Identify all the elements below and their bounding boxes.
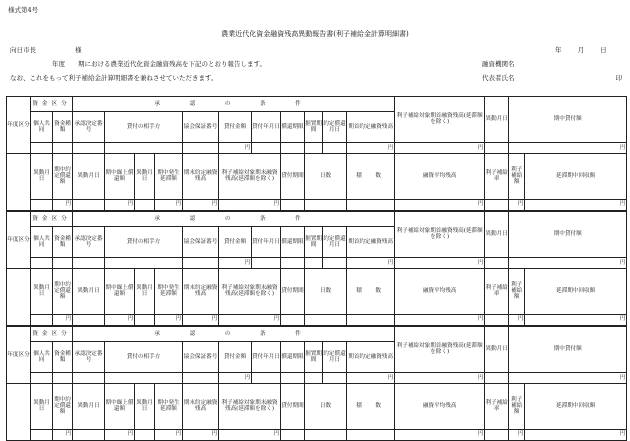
change-date-header-2: 異動月日: [31, 153, 53, 199]
change-date-cell[interactable]: [485, 257, 509, 268]
average-balance-cell[interactable]: 円: [395, 429, 485, 440]
scheduled-repayment-month-header: 約定償還月日: [323, 227, 347, 258]
days-cell[interactable]: [305, 199, 347, 210]
days-header: 日数: [305, 383, 347, 429]
approval-decision-no-header: 承認決定番号: [73, 227, 105, 258]
loans-in-period-cell[interactable]: 円: [509, 142, 627, 153]
average-balance-cell[interactable]: 円: [395, 314, 485, 325]
document-title: 農業近代化資金融資残高異動報告書(利子補給金計算明細書): [221, 30, 409, 38]
loan-amount-cell[interactable]: 円: [219, 372, 252, 383]
subsidy-target-end-balance-cell[interactable]: 円: [219, 429, 281, 440]
fiscal-year-period-cell[interactable]: [7, 268, 31, 325]
product-header: 積 数: [347, 383, 395, 429]
change-date-header-2: 異動月日: [31, 268, 53, 314]
fund-type-cell[interactable]: [53, 142, 73, 153]
days-cell[interactable]: [305, 429, 347, 440]
change-date-cell-3[interactable]: [73, 199, 105, 210]
end-scheduled-balance-header: 期末約定融資残高: [183, 153, 219, 199]
report-table: [6, 326, 627, 441]
guarantee-no-header: 協会保証番号: [183, 112, 219, 143]
start-scheduled-balance-cell[interactable]: 円: [347, 257, 395, 268]
change-date-cell-2[interactable]: [31, 199, 53, 210]
subsidy-rate-cell[interactable]: [485, 199, 509, 210]
loan-amount-header: 貸付金額: [219, 112, 252, 143]
subsidy-amount-header: 利子補給額: [509, 383, 525, 429]
individual-joint-cell[interactable]: [31, 257, 53, 268]
seal-mark: 印: [615, 74, 622, 82]
loan-counterparty-header: 貸付の相手方: [105, 342, 183, 373]
early-repayment-in-period-header: 期中繰上償還額: [105, 153, 135, 199]
loan-period-header: 貸付期間: [281, 383, 305, 429]
individual-joint-header: 個人共同: [31, 342, 53, 373]
fiscal-year-period-cell[interactable]: [7, 153, 31, 210]
change-date-header-2: 異動月日: [31, 383, 53, 429]
end-scheduled-balance-cell[interactable]: 円: [183, 314, 219, 325]
subsidy-rate-header: 利子補給率: [485, 383, 509, 429]
report-block-3: [6, 326, 626, 438]
loan-date-header: 貸付年月日: [252, 227, 281, 258]
scheduled-repayment-month-cell[interactable]: [323, 142, 347, 153]
subsidy-target-start-balance-header: 利子補給対象期首融資残高(延滞額を除く): [395, 327, 485, 373]
subsidy-rate-cell[interactable]: [485, 314, 509, 325]
subsidy-amount-cell[interactable]: 円: [509, 199, 525, 210]
loan-period-header: 貸付期間: [281, 153, 305, 199]
report-block-2: [6, 211, 626, 323]
product-header: 積 数: [347, 268, 395, 314]
delinquency-in-period-cell[interactable]: 円: [155, 314, 183, 325]
repayment-period-cell[interactable]: [281, 372, 305, 383]
change-date-cell-2[interactable]: [31, 314, 53, 325]
start-scheduled-balance-header: 期首約定融資残高: [347, 342, 395, 373]
start-scheduled-balance-cell[interactable]: 円: [347, 142, 395, 153]
subsidy-target-end-balance-header: 利子補給対象期末融資残高(延滞額を除く): [219, 153, 281, 199]
days-cell[interactable]: [305, 314, 347, 325]
approval-conditions-header: 承 認 の 条 件: [73, 212, 395, 227]
loans-in-period-header: 期中貸付額: [509, 327, 627, 373]
scheduled-repayment-in-period-cell[interactable]: 円: [53, 314, 73, 325]
loan-period-cell[interactable]: [281, 199, 305, 210]
grace-period-cell[interactable]: [305, 142, 323, 153]
end-scheduled-balance-header: 期末約定融資残高: [183, 268, 219, 314]
guarantee-no-header: 協会保証番号: [183, 342, 219, 373]
average-balance-cell[interactable]: 円: [395, 199, 485, 210]
change-date-header-3: 異動月日: [73, 268, 105, 314]
fiscal-year-period-header: 年度区分: [7, 97, 31, 154]
report-block-1: [6, 96, 626, 208]
scheduled-repayment-in-period-header: 期中約定償還額: [53, 383, 73, 429]
guarantee-no-cell[interactable]: [183, 257, 219, 268]
repayment-period-cell[interactable]: [281, 142, 305, 153]
scheduled-repayment-month-header: 約定償還月日: [323, 112, 347, 143]
report-table: [6, 211, 627, 326]
scheduled-repayment-month-cell[interactable]: [323, 257, 347, 268]
loan-counterparty-header: 貸付の相手方: [105, 112, 183, 143]
approval-decision-no-cell[interactable]: [73, 257, 105, 268]
addressee: 向日市長 様: [10, 46, 82, 54]
delinquency-in-period-header: 期中発生延滞額: [155, 153, 183, 199]
average-balance-header: 融資平均残高: [395, 268, 485, 314]
start-scheduled-balance-header: 期首約定融資残高: [347, 227, 395, 258]
grace-period-header: 据置期間: [305, 227, 323, 258]
loan-date-header: 貸付年月日: [252, 112, 281, 143]
change-date-cell-4[interactable]: [135, 199, 155, 210]
delinquency-in-period-cell[interactable]: 円: [155, 199, 183, 210]
loans-in-period-header: 期中貸付額: [509, 212, 627, 258]
fund-type-header: 資金種類: [53, 227, 73, 258]
grace-period-header: 据置期間: [305, 112, 323, 143]
end-scheduled-balance-header: 期末約定融資残高: [183, 383, 219, 429]
fund-type-cell[interactable]: [53, 257, 73, 268]
change-date-cell-2[interactable]: [31, 429, 53, 440]
start-scheduled-balance-header: 期首約定融資残高: [347, 112, 395, 143]
loans-in-period-cell[interactable]: 円: [509, 257, 627, 268]
grace-period-cell[interactable]: [305, 372, 323, 383]
average-balance-header: 融資平均残高: [395, 383, 485, 429]
change-date-header-4: 異動月日: [135, 383, 155, 429]
fiscal-year-period-cell[interactable]: [7, 383, 31, 440]
repayment-period-header: 償還期限: [281, 342, 305, 373]
loans-in-period-cell[interactable]: 円: [509, 372, 627, 383]
change-date-cell-4[interactable]: [135, 429, 155, 440]
loan-period-cell[interactable]: [281, 429, 305, 440]
subsidy-target-start-balance-cell[interactable]: 円: [395, 257, 485, 268]
approval-decision-no-cell[interactable]: [73, 142, 105, 153]
scheduled-repayment-in-period-header: 期中約定償還額: [53, 268, 73, 314]
approval-decision-no-header: 承認決定番号: [73, 112, 105, 143]
scheduled-repayment-in-period-cell[interactable]: 円: [53, 429, 73, 440]
change-date-header: 異動月日: [485, 97, 509, 143]
early-repayment-in-period-header: 期中繰上償還額: [105, 268, 135, 314]
individual-joint-cell[interactable]: [31, 142, 53, 153]
date-line: 年 月 日: [555, 46, 607, 54]
subsidy-target-end-balance-header: 利子補給対象期末融資残高(延滞額を除く): [219, 268, 281, 314]
product-cell[interactable]: [347, 314, 395, 325]
subsidy-target-start-balance-header: 利子補給対象期首融資残高(延滞額を除く): [395, 97, 485, 143]
institution-name-label: 融資機関名: [482, 60, 515, 68]
delinquency-recovered-header: 延滞期中回収額: [525, 268, 627, 314]
individual-joint-cell[interactable]: [31, 372, 53, 383]
change-date-header: 異動月日: [485, 327, 509, 373]
days-header: 日数: [305, 153, 347, 199]
guarantee-no-header: 協会保証番号: [183, 227, 219, 258]
change-date-cell-3[interactable]: [73, 314, 105, 325]
delinquency-recovered-cell[interactable]: 円: [525, 314, 627, 325]
fund-type-cell[interactable]: [53, 372, 73, 383]
subsidy-amount-header: 利子補給額: [509, 153, 525, 199]
subsidy-target-end-balance-cell[interactable]: 円: [219, 314, 281, 325]
change-date-cell-3[interactable]: [73, 429, 105, 440]
repayment-period-header: 償還期限: [281, 227, 305, 258]
subsidy-target-start-balance-header: 利子補給対象期首融資残高(延滞額を除く): [395, 212, 485, 258]
loan-date-cell[interactable]: [252, 142, 281, 153]
fund-category-header: 資金区分: [31, 327, 73, 342]
product-header: 積 数: [347, 153, 395, 199]
grace-period-header: 据置期間: [305, 342, 323, 373]
loan-counterparty-cell[interactable]: [105, 372, 183, 383]
change-date-header: 異動月日: [485, 212, 509, 258]
end-scheduled-balance-cell[interactable]: 円: [183, 429, 219, 440]
loan-period-header: 貸付期間: [281, 268, 305, 314]
approval-decision-no-cell[interactable]: [73, 372, 105, 383]
delinquency-recovered-header: 延滞期中回収額: [525, 153, 627, 199]
average-balance-header: 融資平均残高: [395, 153, 485, 199]
loan-counterparty-header: 貸付の相手方: [105, 227, 183, 258]
form-number: 様式第4号: [8, 6, 39, 14]
fund-type-header: 資金種類: [53, 342, 73, 373]
early-repayment-in-period-cell[interactable]: 円: [105, 199, 135, 210]
change-date-cell-4[interactable]: [135, 314, 155, 325]
representative-line: [482, 73, 622, 82]
change-date-header-3: 異動月日: [73, 383, 105, 429]
subsidy-rate-header: 利子補給率: [485, 268, 509, 314]
repayment-period-cell[interactable]: [281, 257, 305, 268]
early-repayment-in-period-cell[interactable]: 円: [105, 429, 135, 440]
subsidy-target-start-balance-cell[interactable]: 円: [395, 142, 485, 153]
individual-joint-header: 個人共同: [31, 227, 53, 258]
subsidy-amount-cell[interactable]: 円: [509, 314, 525, 325]
delinquency-recovered-header: 延滞期中回収額: [525, 383, 627, 429]
days-header: 日数: [305, 268, 347, 314]
subsidy-rate-header: 利子補給率: [485, 153, 509, 199]
delinquency-in-period-cell[interactable]: 円: [155, 429, 183, 440]
fiscal-year-period-header: 年度区分: [7, 327, 31, 384]
guarantee-no-cell[interactable]: [183, 372, 219, 383]
change-date-cell[interactable]: [485, 372, 509, 383]
representative-label: 代表者氏名: [482, 74, 515, 82]
end-scheduled-balance-cell[interactable]: 円: [183, 199, 219, 210]
delinquency-recovered-cell[interactable]: 円: [525, 429, 627, 440]
report-table: [6, 96, 627, 211]
repayment-period-header: 償還期限: [281, 112, 305, 143]
approval-conditions-header: 承 認 の 条 件: [73, 97, 395, 112]
change-date-header-3: 異動月日: [73, 153, 105, 199]
change-date-header-4: 異動月日: [135, 268, 155, 314]
early-repayment-in-period-cell[interactable]: 円: [105, 314, 135, 325]
product-cell[interactable]: [347, 199, 395, 210]
loans-in-period-header: 期中貸付額: [509, 97, 627, 143]
approval-conditions-header: 承 認 の 条 件: [73, 327, 395, 342]
loan-date-cell[interactable]: [252, 257, 281, 268]
scheduled-repayment-month-cell[interactable]: [323, 372, 347, 383]
fund-category-header: 資金区分: [31, 212, 73, 227]
loan-amount-cell[interactable]: 円: [219, 142, 252, 153]
intro-line-2: なお、これをもって利子補給金計算明細書を兼ねさせていただきます。: [10, 74, 218, 82]
loan-date-header: 貸付年月日: [252, 342, 281, 373]
delinquency-in-period-header: 期中発生延滞額: [155, 268, 183, 314]
subsidy-target-start-balance-cell[interactable]: 円: [395, 372, 485, 383]
guarantee-no-cell[interactable]: [183, 142, 219, 153]
early-repayment-in-period-header: 期中繰上償還額: [105, 383, 135, 429]
loan-date-cell[interactable]: [252, 372, 281, 383]
change-date-header-4: 異動月日: [135, 153, 155, 199]
scheduled-repayment-in-period-header: 期中約定償還額: [53, 153, 73, 199]
subsidy-amount-cell[interactable]: 円: [509, 429, 525, 440]
scheduled-repayment-in-period-cell[interactable]: 円: [53, 199, 73, 210]
fund-category-header: 資金区分: [31, 97, 73, 112]
approval-decision-no-header: 承認決定番号: [73, 342, 105, 373]
loan-counterparty-cell[interactable]: [105, 257, 183, 268]
subsidy-target-end-balance-header: 利子補給対象期末融資残高(延滞額を除く): [219, 383, 281, 429]
fiscal-year-period-header: 年度区分: [7, 212, 31, 269]
loan-counterparty-cell[interactable]: [105, 142, 183, 153]
subsidy-target-end-balance-cell[interactable]: 円: [219, 199, 281, 210]
grace-period-cell[interactable]: [305, 257, 323, 268]
change-date-cell[interactable]: [485, 142, 509, 153]
subsidy-amount-header: 利子補給額: [509, 268, 525, 314]
scheduled-repayment-month-header: 約定償還月日: [323, 342, 347, 373]
loan-period-cell[interactable]: [281, 314, 305, 325]
delinquency-recovered-cell[interactable]: 円: [525, 199, 627, 210]
start-scheduled-balance-cell[interactable]: 円: [347, 372, 395, 383]
product-cell[interactable]: [347, 429, 395, 440]
delinquency-in-period-header: 期中発生延滞額: [155, 383, 183, 429]
loan-amount-cell[interactable]: 円: [219, 257, 252, 268]
loan-amount-header: 貸付金額: [219, 227, 252, 258]
loan-amount-header: 貸付金額: [219, 342, 252, 373]
fund-type-header: 資金種類: [53, 112, 73, 143]
subsidy-rate-cell[interactable]: [485, 429, 509, 440]
intro-line-1: 年度 期における農業近代化資金融資残高を下記のとおり報告します。: [52, 60, 266, 68]
individual-joint-header: 個人共同: [31, 112, 53, 143]
